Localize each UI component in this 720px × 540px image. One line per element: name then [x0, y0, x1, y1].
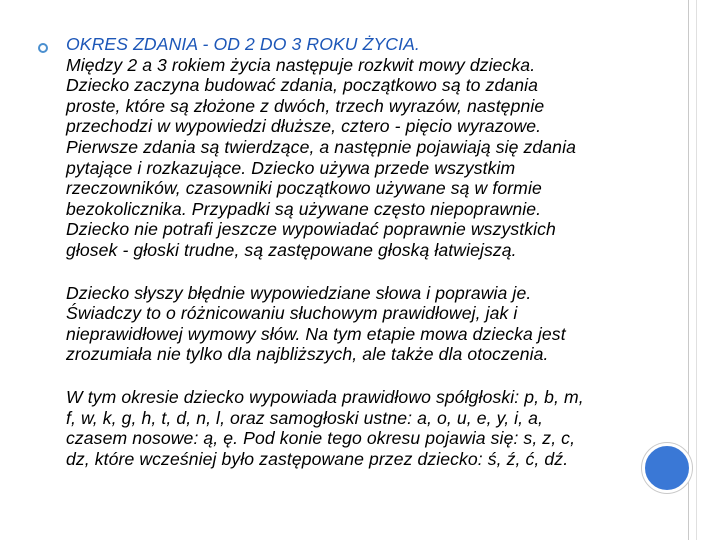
- paragraph-3: W tym okresie dziecko wypowiada prawidłowo spółgłoski: p, b, m, f, w, k, g, h, t, d, n, l, oraz samogłoski ustne: a, o, u, e, y, i, a, czasem nosowe: ą, ę. Pod konie tego okresu pojawia się: s, z, c, dz, które wcześniej było zastępowane przez dziecko: ś, ź, ć, dź.: [66, 386, 584, 469]
- paragraph-2: Dziecko słyszy błędnie wypowiedziane słowa i poprawia je. Świadczy to o różnicowaniu słuchowym prawidłowej, jak i nieprawidłowej wymowy słów. Na tym etapie mowa dziecka jest zrozumiała nie tylko dla najbliższych, ale także dla otoczenia.: [66, 282, 566, 365]
- paragraph-gap: [66, 365, 656, 387]
- slide-frame-line-outer: [696, 0, 697, 540]
- paragraph-1: Między 2 a 3 rokiem życia następuje rozkwit mowy dziecka. Dziecko zaczyna budować zdania, początkowo są to zdania proste, które są złożone z dwóch, trzech wyrazów, następnie przechodzi w wypowiedzi dłuższe, cztero - pięcio wyrazowe. Pierwsze zdania są twierdzące, a następnie pojawiają się zdania pytające i rozkazujące. Dziecko używa przede wszystkim rzeczowników, czasowniki początkowo używane są w formie bezokolicznika. Przypadki są używane często niepoprawnie. Dziecko nie potrafi jeszcze wypowiadać poprawnie wszystkich głosek - głoski trudne, są zastępowane głoską łatwiejszą.: [66, 54, 576, 260]
- bullet-icon: [38, 43, 48, 53]
- slide-body: [66, 34, 656, 469]
- slide-heading: OKRES ZDANIA - OD 2 DO 3 ROKU ŻYCIA.: [66, 34, 420, 54]
- paragraph-gap: [66, 261, 656, 283]
